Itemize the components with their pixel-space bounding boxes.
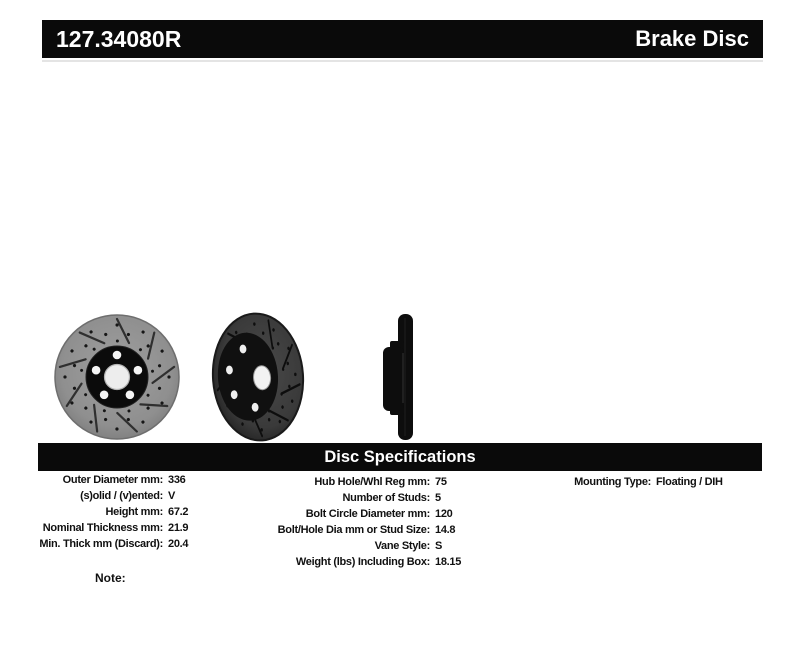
spec-value: 67.2 [168, 506, 189, 518]
spec-section-header: Disc Specifications [38, 443, 762, 471]
spec-column-left [36, 472, 188, 552]
spec-label: (s)olid / (v)ented: [80, 490, 163, 502]
spec-label: Height mm: [105, 506, 163, 518]
spec-label: Bolt Circle Diameter mm: [305, 508, 430, 520]
spec-label: Min. Thick mm (Discard): [39, 538, 163, 550]
spec-value: 18.15 [435, 556, 462, 568]
spec-column-right [556, 474, 723, 490]
spec-value: 120 [435, 508, 453, 520]
header-divider [42, 60, 763, 62]
spec-label: Mounting Type: [574, 476, 651, 488]
spec-value: 5 [435, 492, 441, 504]
header-bar [42, 20, 763, 58]
spec-label: Nominal Thickness mm: [42, 522, 163, 534]
product-type-title: Brake Disc [635, 26, 749, 51]
note-label: Note: [95, 571, 126, 585]
part-number: 127.34080R [56, 25, 182, 52]
spec-value: 75 [435, 476, 447, 488]
spec-value: 20.4 [168, 538, 189, 550]
spec-value: 336 [168, 474, 186, 486]
spec-label: Number of Studs: [342, 492, 430, 504]
spec-label: Outer Diameter mm: [62, 474, 163, 486]
brake-disc-angle-image [210, 311, 306, 443]
brake-disc-profile-image [382, 298, 428, 446]
spec-label: Bolt/Hole Dia mm or Stud Size: [277, 524, 430, 536]
spec-value: Floating / DIH [656, 476, 723, 488]
spec-label: Weight (lbs) Including Box: [295, 556, 430, 568]
spec-label: Hub Hole/Whl Reg mm: [314, 476, 430, 488]
spec-value: V [168, 490, 176, 502]
spec-value: 21.9 [168, 522, 189, 534]
brake-disc-front-image [52, 312, 182, 442]
spec-column-middle [264, 474, 461, 570]
spec-value: 14.8 [435, 524, 456, 536]
spec-label: Vane Style: [374, 540, 430, 552]
spec-value: S [435, 540, 443, 552]
